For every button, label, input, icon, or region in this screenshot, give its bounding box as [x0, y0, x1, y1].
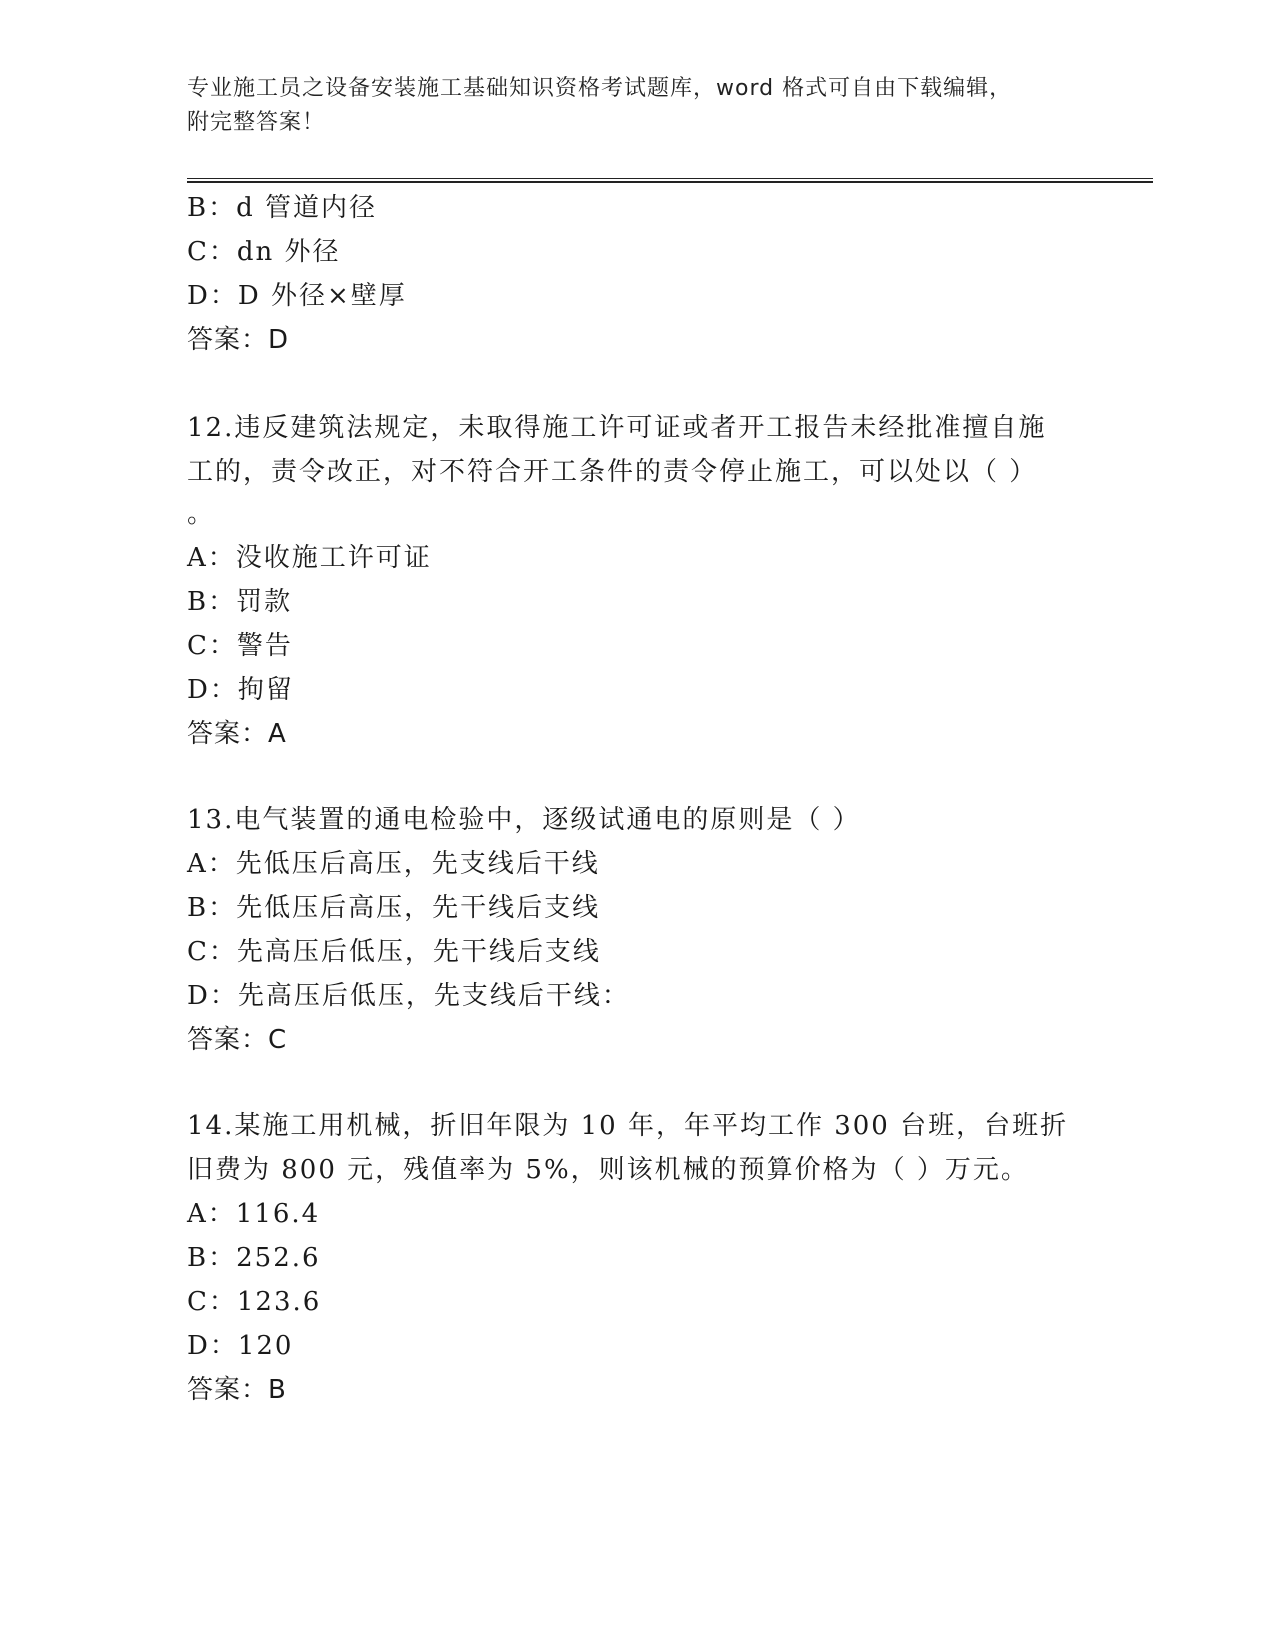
q14-option-a: A：116.4: [187, 1199, 321, 1229]
q12-stem-line-2: 工的，责令改正，对不符合开工条件的责令停止施工，可以处以（ ）: [187, 457, 1038, 487]
header-line-2: 附完整答案！: [187, 110, 326, 135]
q13-option-c: C：先高压后低压，先干线后支线: [187, 937, 601, 967]
q12-stem-line-3: 。: [187, 499, 216, 529]
q12-answer: 答案：A: [187, 719, 287, 749]
q11-option-d: D：D 外径×壁厚: [187, 281, 407, 311]
q12-option-a: A：没收施工许可证: [187, 543, 432, 573]
q11-option-c: C：dn 外径: [187, 237, 341, 267]
q13-option-d: D：先高压后低压，先支线后干线：: [187, 981, 630, 1011]
document-header: [187, 72, 1087, 140]
q12-option-d: D：拘留: [187, 675, 294, 705]
q11-option-b: B：d 管道内径: [187, 193, 378, 223]
q13-stem-line-1: 13.电气装置的通电检验中，逐级试通电的原则是（ ）: [187, 805, 861, 835]
q12-stem-line-1: 12.违反建筑法规定，未取得施工许可证或者开工报告未经批准擅自施: [187, 413, 1047, 443]
q12-option-c: C：警告: [187, 631, 293, 661]
q14-option-d: D：120: [187, 1331, 294, 1361]
header-line-1: 专业施工员之设备安装施工基础知识资格考试题库，word 格式可自由下载编辑，: [187, 76, 1013, 101]
q13-option-a: A：先低压后高压，先支线后干线: [187, 849, 600, 879]
q14-stem-line-2: 旧费为 800 元，残值率为 5%，则该机械的预算价格为（ ）万元。: [187, 1155, 1029, 1185]
q12-option-b: B：罚款: [187, 587, 293, 617]
q14-stem-line-1: 14.某施工用机械，折旧年限为 10 年，年平均工作 300 台班，台班折: [187, 1111, 1069, 1141]
q14-answer: 答案：B: [187, 1375, 287, 1405]
q14-option-c: C：123.6: [187, 1287, 322, 1317]
q13-option-b: B：先低压后高压，先干线后支线: [187, 893, 601, 923]
header-rule-thick: [187, 181, 1153, 183]
q13-answer: 答案：C: [187, 1025, 288, 1055]
q14-option-b: B：252.6: [187, 1243, 321, 1273]
header-rule-thin: [187, 178, 1153, 179]
q11-answer: 答案：D: [187, 325, 290, 355]
